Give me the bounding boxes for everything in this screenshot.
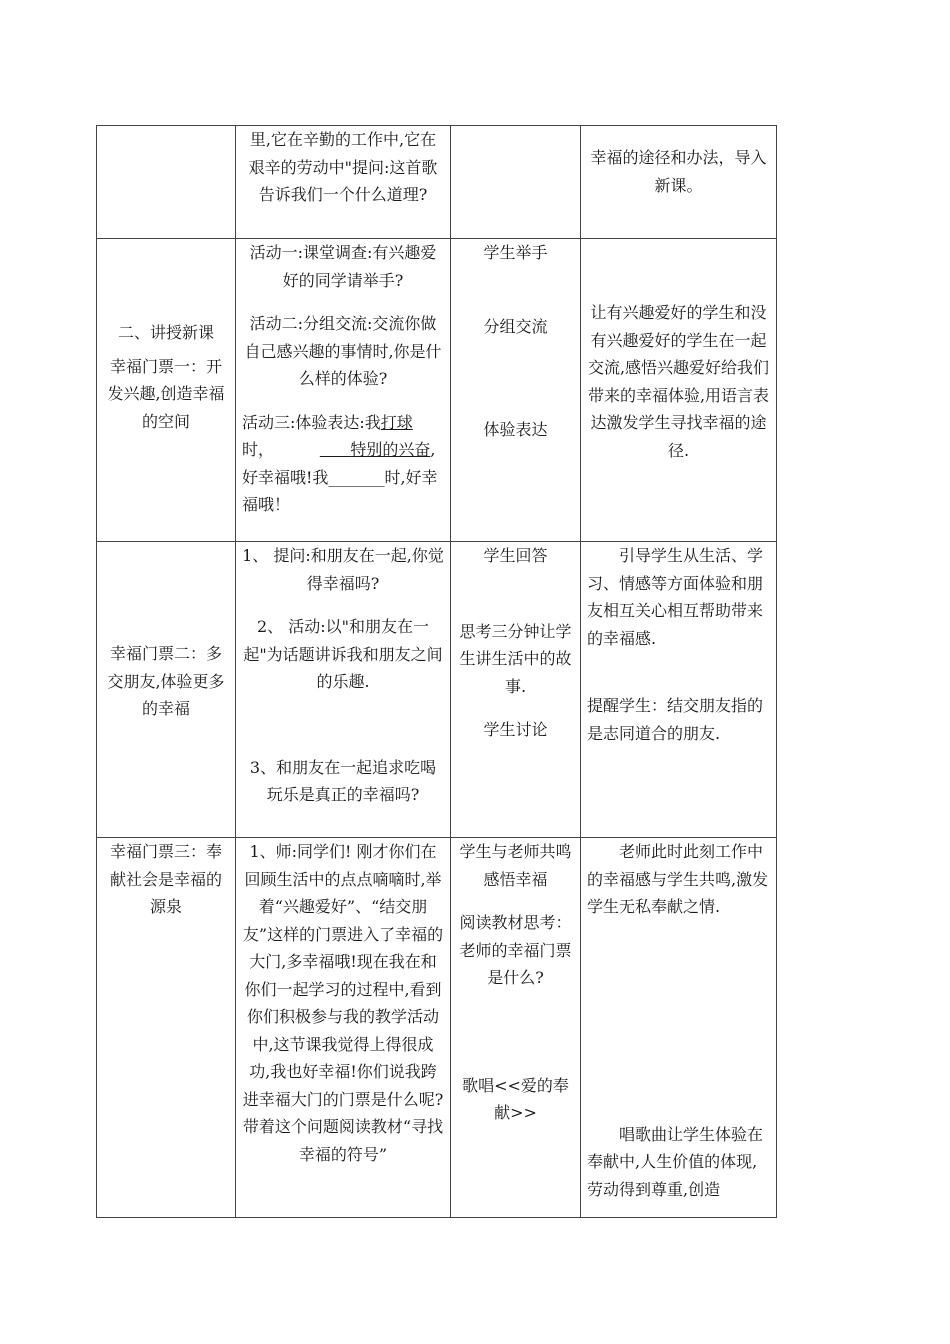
question-text: 3、和朋友在一起追求吃喝玩乐是真正的幸福吗? bbox=[249, 757, 437, 804]
table-cell bbox=[236, 126, 451, 239]
section-title: 幸福门票三：奉献社会是幸福的源泉 bbox=[109, 842, 222, 916]
cell-text: 唱歌曲让学生体验在奉献中,人生价值的体现,劳动得到尊重,创造 bbox=[587, 1124, 764, 1199]
table-cell bbox=[236, 239, 451, 542]
table-row bbox=[97, 542, 777, 838]
cell-text: 学生讨论 bbox=[483, 720, 548, 739]
cell-text: 学生举手 bbox=[483, 243, 548, 262]
table-cell bbox=[451, 542, 581, 838]
table-cell bbox=[451, 838, 581, 1218]
cell-text: 学生与老师共鸣感悟幸福 bbox=[459, 842, 572, 889]
lesson-plan-table bbox=[96, 125, 777, 1218]
table-cell bbox=[236, 542, 451, 838]
table-cell bbox=[97, 126, 236, 239]
table-cell bbox=[451, 126, 581, 239]
cell-text: 分组交流 bbox=[483, 316, 548, 336]
table-row bbox=[97, 239, 777, 542]
table-cell bbox=[236, 838, 451, 1218]
cell-text: 体验表达 bbox=[483, 420, 548, 439]
activity-text: 活动一:课堂调查:有兴趣爱好的同学请举手? bbox=[249, 243, 437, 290]
activity-text: 活动三:体验表达:我打球时， 特别的兴奋,好幸福哦!我_______时,好幸福哦！ bbox=[242, 412, 438, 514]
cell-text: 里,它在辛勤的工作中,它在艰辛的劳动中"提问:这首歌告诉我们一个什么道理? bbox=[248, 130, 438, 204]
section-title: 幸福门票一：开发兴趣,创造幸福的空间 bbox=[107, 356, 225, 431]
section-title: 幸福门票二：多交朋友,体验更多的幸福 bbox=[107, 644, 225, 718]
cell-text: 歌唱<<爱的奉献>> bbox=[462, 1075, 569, 1122]
table-cell bbox=[97, 239, 236, 542]
cell-text: 学生回答 bbox=[483, 546, 548, 565]
table-cell bbox=[581, 542, 777, 838]
table-cell bbox=[581, 126, 777, 239]
table-cell bbox=[97, 838, 236, 1218]
table-cell bbox=[581, 239, 777, 542]
table-cell bbox=[581, 838, 777, 1218]
activity-text: 活动二:分组交流:交流你做自己感兴趣的事情时,你是什么样的体验? bbox=[244, 314, 442, 388]
cell-text: 提醒学生：结交朋友指的是志同道合的朋友. bbox=[587, 696, 764, 743]
cell-text: 思考三分钟让学生讲生活中的故事. bbox=[459, 621, 572, 696]
teacher-speech: 1、师:同学们! 刚才你们在回顾生活中的点点嘀嘀时,举着“兴趣爱好”、“结交朋友”这样的门票进入了幸福的大门,多幸福哦!现在我在和你们一起学习的过程中,看到你们积极参与我的教学活动中,这节课我觉得上得很成功,我也好幸福!你们说我跨进幸福大门的门票是什么呢?带着这个问题阅读教材“寻找幸福的符号” bbox=[242, 842, 444, 1164]
table-cell bbox=[97, 542, 236, 838]
table-cell bbox=[451, 239, 581, 542]
question-text: 2、 活动:以"和朋友在一起"为话题讲诉我和朋友之间的乐趣. bbox=[243, 617, 443, 691]
cell-text: 让有兴趣爱好的学生和没有兴趣爱好的学生在一起交流,感悟兴趣爱好给我们带来的幸福体验,用语言表达激发学生寻找幸福的途径. bbox=[587, 303, 770, 460]
table-row bbox=[97, 838, 777, 1218]
cell-text: 幸福的途径和办法，导入新课。 bbox=[590, 148, 767, 195]
table-row bbox=[97, 126, 777, 239]
cell-text: 引导学生从生活、学习、情感等方面体验和朋友相互关心相互帮助带来的幸福感. bbox=[587, 546, 764, 648]
question-text: 1、 提问:和朋友在一起,你觉得幸福吗? bbox=[242, 546, 444, 593]
section-heading: 二、讲授新课 bbox=[117, 323, 214, 342]
cell-text: 老师此时此刻工作中的幸福感与学生共鸣,激发学生无私奉献之情. bbox=[587, 842, 769, 916]
cell-text: 阅读教材思考：老师的幸福门票是什么? bbox=[459, 913, 572, 987]
